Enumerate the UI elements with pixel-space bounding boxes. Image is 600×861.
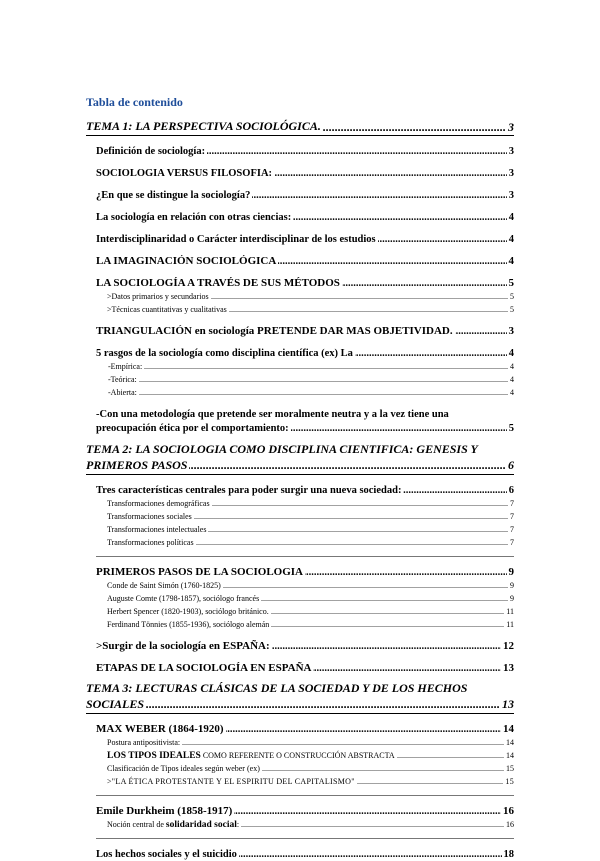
toc-subentry[interactable]: -Abierta: 4 ..... [108,387,514,399]
toc-subentry[interactable]: Clasificación de Tipos ideales según weber (ex) 15 ..... [107,763,514,775]
toc-entry-weber[interactable]: MAX WEBER (1864-1920) 14 ..... [96,723,514,736]
toc-entry-rasgos[interactable]: 5 rasgos de la sociología como disciplina científica (ex) La 4 ..... [96,347,514,360]
toc-entry-etapas[interactable]: ETAPAS DE LA SOCIOLOGÍA EN ESPAÑA 13 ..... [96,662,514,675]
toc-subentry[interactable]: -Teórica: 4 ..... [108,374,514,386]
toc-subentry-solidaridad[interactable]: Noción central de solidaridad social: 16 ..... [107,819,514,831]
toc-entry-tema-3[interactable]: TEMA 3: LECTURAS CLÁSICAS DE LA SOCIEDAD Y DE LOS HECHOS SOCIALES 13 ..... [86,680,514,714]
toc-entry-tres[interactable]: Tres características centrales para poder surgir una nueva sociedad: 6 ..... [96,484,514,497]
toc-entry[interactable]: Definición de sociología: 3 ..... [96,145,514,158]
toc-title: Tabla de contenido [86,95,183,109]
toc-subentry[interactable]: >"LA ÉTICA PROTESTANTE Y EL ESPIRITU DEL CAPITALISMO" 15 ..... [107,776,514,788]
toc-subentry[interactable]: Transformaciones demográficas 7 ..... [107,498,514,510]
toc-subentry[interactable]: Conde de Saint Simón (1760-1825) 9 ..... [107,580,514,592]
toc-subentry[interactable]: Transformaciones sociales 7 ..... [107,511,514,523]
toc-entry[interactable]: La sociología en relación con otras ciencias: 4 ..... [96,211,514,224]
toc-entry-tema-1[interactable]: TEMA 1: LA PERSPECTIVA SOCIOLÓGICA. 3 ..... [86,119,514,136]
toc-subentry[interactable]: Transformaciones políticas 7 ..... [107,537,514,549]
toc-entry-metodologia[interactable]: -Con una metodología que pretende ser moralmente neutra y a la vez tiene una preocupación ética por el comportamiento: 5 ..... [96,408,514,436]
toc-entry[interactable]: SOCIOLOGIA VERSUS FILOSOFIA: 3 ..... [96,167,514,180]
toc-entry-hechos[interactable]: Los hechos sociales y el suicidio 18 ..... [96,848,514,861]
divider [96,838,514,839]
toc-subentry[interactable]: >Técnicas cuantitativas y cualitativas 5 ..... [107,304,514,316]
toc-entry-surgir[interactable]: >Surgir de la sociología en ESPAÑA: 12 ..... [96,640,514,653]
toc-subentry[interactable]: Postura antipositivista: 14 ..... [107,737,514,749]
toc-entry[interactable]: LA IMAGINACIÓN SOCIOLÓGICA 4 ..... [96,255,514,268]
toc-subentry[interactable]: Ferdinand Tönnies (1855-1936), sociólogo alemán 11 ..... [107,619,514,631]
toc-entry-primeros-pasos[interactable]: PRIMEROS PASOS DE LA SOCIOLOGIA 9 ..... [96,566,514,579]
toc-subentry[interactable]: >Datos primarios y secundarios 5 ..... [107,291,514,303]
toc-entry-durkheim[interactable]: Emile Durkheim (1858-1917) 16 ..... [96,805,514,818]
toc-entry[interactable]: Interdisciplinaridad o Carácter interdisciplinar de los estudios 4 ..... [96,233,514,246]
table-of-contents [86,95,514,861]
divider [96,795,514,796]
toc-subentry[interactable]: Auguste Comte (1798-1857), sociólogo francés 9 ..... [107,593,514,605]
toc-subentry[interactable]: Transformaciones intelectuales 7 ..... [107,524,514,536]
toc-entry[interactable]: ¿En que se distingue la sociología? 3 ..... [96,189,514,202]
toc-subentry-tipos-ideales[interactable]: LOS TIPOS IDEALES COMO REFERENTE O CONSTRUCCIÓN ABSTRACTA 14 ..... [107,750,514,762]
toc-subentry[interactable]: Herbert Spencer (1820-1903), sociólogo británico. 11 ..... [107,606,514,618]
toc-subentry[interactable]: -Empírica: 4 ..... [108,361,514,373]
divider [96,556,514,557]
toc-entry-tema-2[interactable]: TEMA 2: LA SOCIOLOGIA COMO DISCIPLINA CIENTIFICA: GENESIS Y PRIMEROS PASOS 6 ..... [86,441,514,475]
toc-entry-triangulacion[interactable]: TRIANGULACIÓN en sociología PRETENDE DAR MAS OBJETIVIDAD. 3 ..... [96,325,514,338]
toc-entry[interactable]: LA SOCIOLOGÍA A TRAVÉS DE SUS MÉTODOS 5 ..... [96,277,514,290]
